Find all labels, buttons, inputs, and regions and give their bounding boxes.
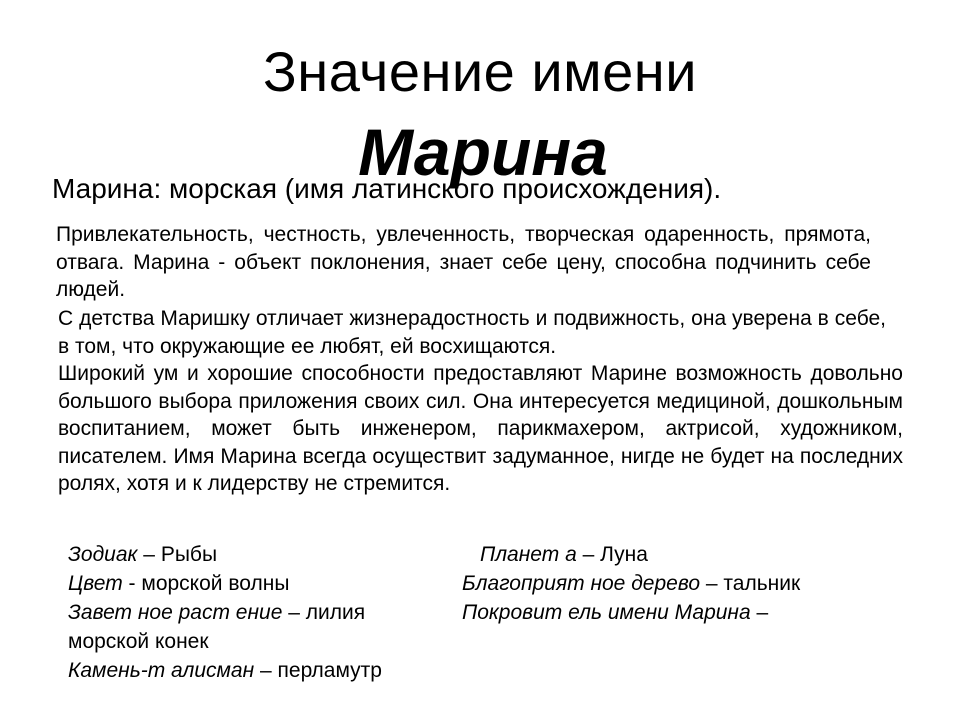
name-heading: Марина <box>358 115 608 189</box>
attribute-value: перламутр <box>277 659 382 682</box>
attribute-value: Рыбы <box>160 543 218 566</box>
attribute-separator: – <box>700 572 724 595</box>
attribute-planet <box>480 540 648 569</box>
attribute-separator: – <box>750 601 769 624</box>
attribute-stone <box>68 656 382 685</box>
attribute-value: тальник <box>723 572 801 595</box>
attribute-tree <box>462 569 800 598</box>
attribute-plant-continued: морской конек <box>68 630 209 653</box>
attribute-zodiac <box>68 540 217 569</box>
attribute-label: Планет а <box>480 543 577 566</box>
attribute-label: Зодиак <box>68 543 138 566</box>
attribute-separator: – <box>137 543 161 566</box>
attribute-value: морской волны <box>141 572 290 595</box>
attribute-patron <box>462 598 768 627</box>
attribute-separator: – <box>576 543 601 566</box>
description-paragraph-1: Привлекательность, честность, увлеченность, творческая одаренность, прямота, отвага. Марина - объект поклонения, знает себе цену, способна подчинить себе людей. <box>56 223 871 301</box>
description-paragraph-2: С детства Маришку отличает жизнерадостность и подвижность, она уверена в себе, в том, что окружающие ее любят, ей восхищаются. <box>58 307 886 358</box>
description-paragraph-3: Широкий ум и хорошие способности предоставляют Марине возможность довольно большого выбора приложения своих сил. Она интересуется медициной, дошкольным воспитанием, может быть инженером, парикмахером, актрисой, художником, писателем. Имя Марина всегда осуществит задуманное, нигде не будет на последних ролях, хотя и к лидерству не стремится. <box>58 362 903 495</box>
attribute-value: Луна <box>600 543 648 566</box>
attribute-label: Благоприят ное дерево <box>462 572 701 595</box>
attribute-value: лилия <box>305 601 366 624</box>
attribute-label: Камень-т алисман <box>68 659 255 682</box>
attribute-label: Завет ное раст ение <box>68 601 283 624</box>
name-meaning: Марина: морская (имя латинского происхождения). <box>52 173 722 204</box>
attribute-color <box>68 569 289 598</box>
attribute-label: Покровит ель имени Марина <box>462 601 751 624</box>
attribute-separator: - <box>128 572 142 595</box>
attribute-plant <box>68 598 365 627</box>
attribute-separator: – <box>254 659 278 682</box>
attribute-label: Цвет <box>68 572 129 595</box>
attribute-separator: – <box>282 601 306 624</box>
page-title: Значение имени <box>262 40 698 103</box>
